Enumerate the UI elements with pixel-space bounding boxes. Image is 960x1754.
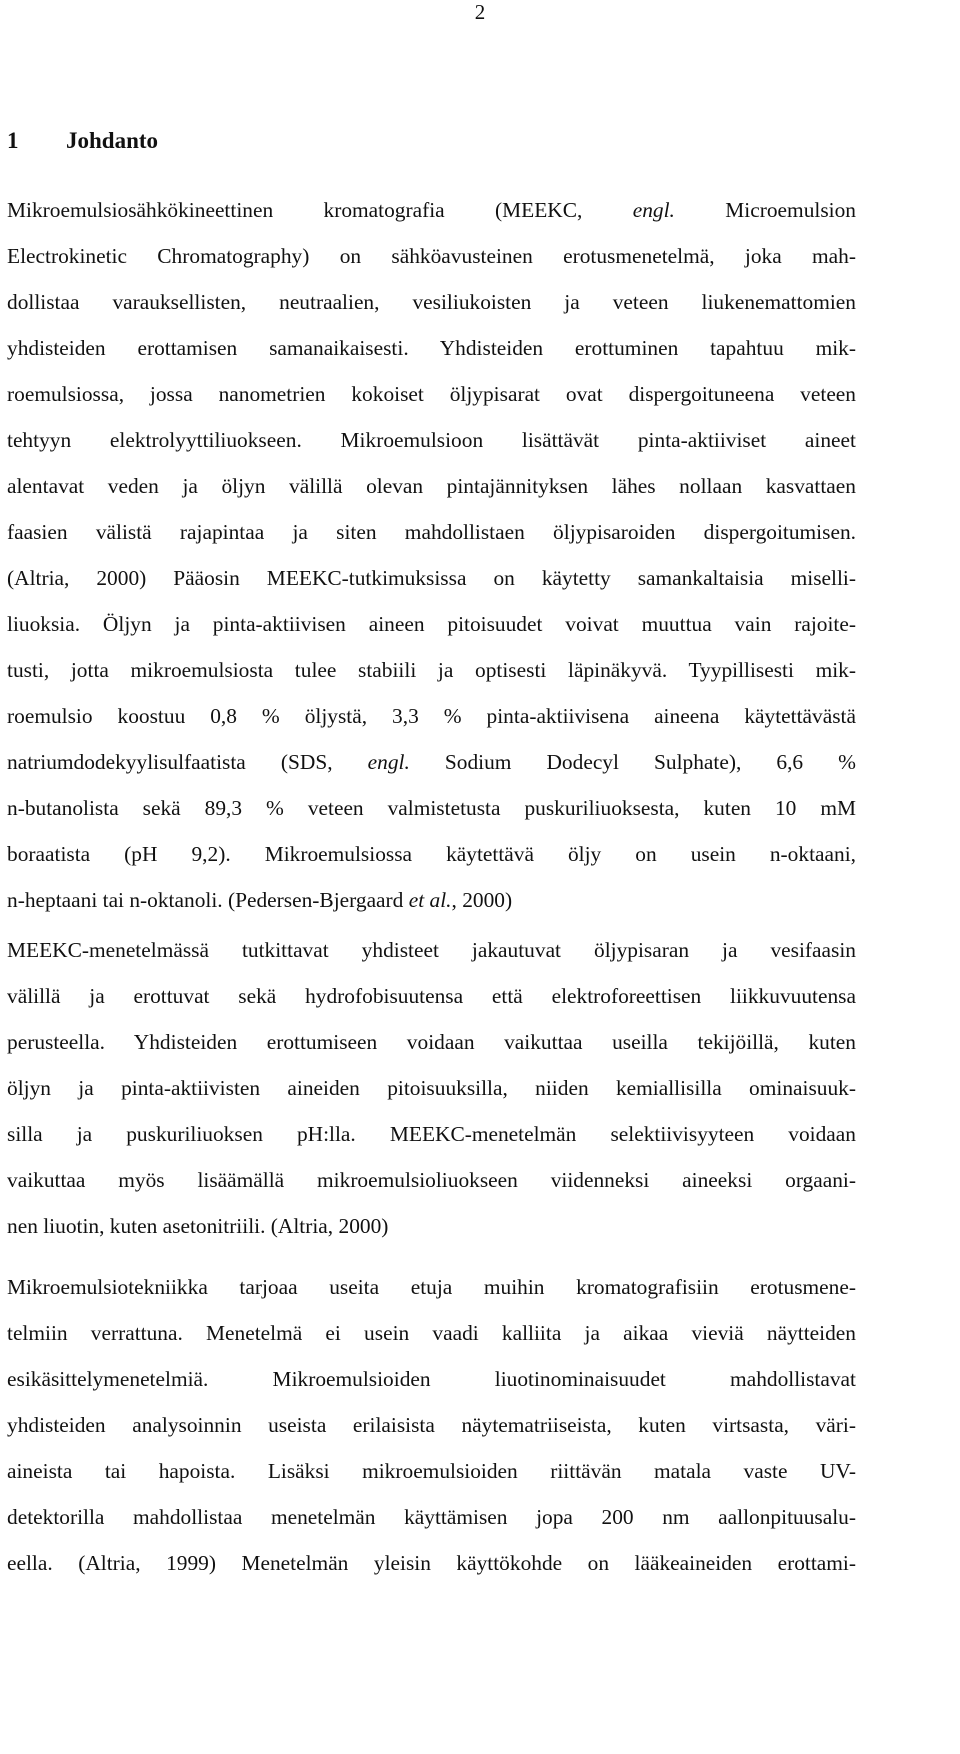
text-line: silla ja puskuriliuoksen pH:lla. MEEKC-menetelmän selektiivisyyteen voidaan: [7, 1122, 856, 1146]
text-line: roemulsiossa, jossa nanometrien kokoiset öljypisarat ovat dispergoituneena veteen: [7, 382, 856, 406]
text-line: n-heptaani tai n-oktanoli. (Pedersen-Bjergaard et al., 2000): [7, 888, 513, 912]
paragraph-benefits: [7, 1264, 856, 1586]
text-line: vaikuttaa myös lisäämällä mikroemulsioliuokseen viidenneksi aineeksi orgaani-: [7, 1168, 856, 1192]
text-line: [7, 187, 856, 233]
text-line: eella. (Altria, 1999) Menetelmän yleisin käyttökohde on lääkeaineiden erottami-: [7, 1551, 856, 1575]
text-line: yhdisteiden erottamisen samanaikaisesti. Yhdisteiden erottuminen tapahtuu mik-: [7, 336, 856, 360]
text-line: MEEKC-menetelmässä tutkittavat yhdisteet jakautuvat öljypisaran ja vesifaasin: [7, 938, 856, 962]
text-line: välillä ja erottuvat sekä hydrofobisuutensa että elektroforeettisen liikkuvuutensa: [7, 984, 856, 1008]
section-title: Johdanto: [66, 128, 159, 153]
text-line: dollistaa varauksellisten, neutraalien, vesiliukoisten ja veteen liukenemattomien: [7, 290, 856, 314]
text-line: öljyn ja pinta-aktiivisten aineiden pitoisuuksilla, niiden kemiallisilla ominaisuuk-: [7, 1076, 856, 1100]
text-line: telmiin verrattuna. Menetelmä ei usein vaadi kalliita ja aikaa vieviä näytteiden: [7, 1321, 856, 1345]
text-line: tusti, jotta mikroemulsiosta tulee stabiili ja optisesti läpinäkyvä. Tyypillisesti mik-: [7, 658, 856, 682]
page-number: 2: [474, 0, 486, 24]
section-heading: [7, 126, 158, 156]
text-line: perusteella. Yhdisteiden erottumiseen voidaan vaikuttaa useilla tekijöillä, kuten: [7, 1030, 856, 1054]
text-line: Mikroemulsiotekniikka tarjoaa useita etuja muihin kromatografisiin erotusmene-: [7, 1275, 856, 1299]
text-line: nen liuotin, kuten asetonitriili. (Altria, 2000): [7, 1214, 389, 1238]
text-line: natriumdodekyylisulfaatista (SDS, engl. Sodium Dodecyl Sulphate), 6,6 %: [7, 750, 856, 774]
text-line: roemulsio koostuu 0,8 % öljystä, 3,3 % pinta-aktiivisena aineena käytettävästä: [7, 704, 856, 728]
text-line-content: Mikroemulsiosähkökineettinen kromatografia (MEEKC, engl. Microemulsion: [7, 198, 856, 222]
text-line: tehtyyn elektrolyyttiliuokseen. Mikroemulsioon lisättävät pinta-aktiiviset aineet: [7, 428, 856, 452]
text-line: alentavat veden ja öljyn välillä olevan pintajännityksen lähes nollaan kasvattaen: [7, 474, 856, 498]
text-line: n-butanolista sekä 89,3 % veteen valmistetusta puskuriliuoksesta, kuten 10 mM: [7, 796, 856, 820]
text-line: Electrokinetic Chromatography) on sähköavusteinen erotusmenetelmä, joka mah-: [7, 244, 856, 268]
section-number: 1: [7, 128, 19, 153]
text-line: detektorilla mahdollistaa menetelmän käyttämisen jopa 200 nm aallonpituusalu-: [7, 1505, 856, 1529]
text-line: (Altria, 2000) Pääosin MEEKC-tutkimuksissa on käytetty samankaltaisia miselli-: [7, 566, 856, 590]
paragraph-meekc: [7, 927, 856, 1249]
text-line: liuoksia. Öljyn ja pinta-aktiivisen aineen pitoisuudet voivat muuttua vain rajoite-: [7, 612, 856, 636]
paragraph-intro: [7, 187, 856, 923]
text-line: aineista tai hapoista. Lisäksi mikroemulsioiden riittävän matala vaste UV-: [7, 1459, 856, 1483]
text-line: yhdisteiden analysoinnin useista erilaisista näytematriiseista, kuten virtsasta, väri-: [7, 1413, 856, 1437]
text-line: boraatista (pH 9,2). Mikroemulsiossa käytettävä öljy on usein n-oktaani,: [7, 842, 856, 866]
text-line: faasien välistä rajapintaa ja siten mahdollistaen öljypisaroiden dispergoitumisen.: [7, 520, 856, 544]
text-line: esikäsittelymenetelmiä. Mikroemulsioiden liuotinominaisuudet mahdollistavat: [7, 1367, 856, 1391]
